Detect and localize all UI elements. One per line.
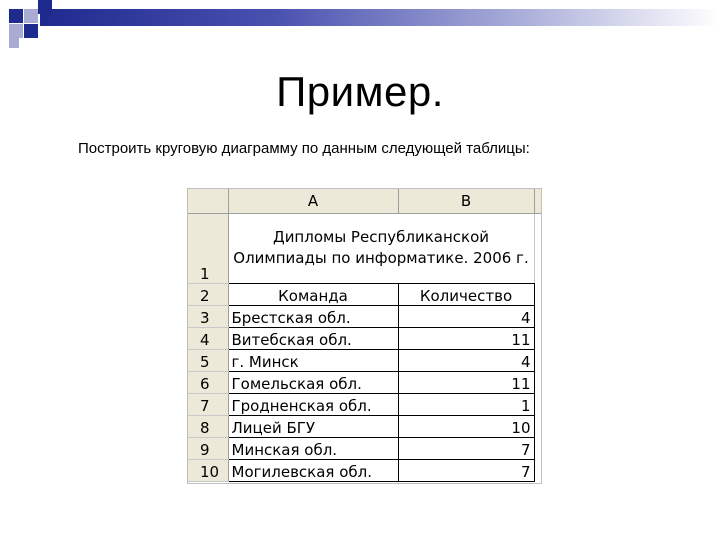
table-row: [188, 393, 541, 415]
count-cell[interactable]: 10: [398, 415, 534, 437]
team-cell[interactable]: Лицей БГУ: [228, 415, 398, 437]
count-cell[interactable]: 1: [398, 393, 534, 415]
spreadsheet-grid: [188, 189, 542, 482]
empty-cell: [534, 213, 541, 283]
table-row: [188, 349, 541, 371]
row-header[interactable]: 8: [188, 415, 228, 437]
team-cell[interactable]: Могилевская обл.: [228, 459, 398, 481]
count-cell[interactable]: 4: [398, 305, 534, 327]
column-header-a[interactable]: A: [228, 189, 398, 213]
team-cell[interactable]: Гомельская обл.: [228, 371, 398, 393]
row-header[interactable]: 9: [188, 437, 228, 459]
column-header-b[interactable]: B: [398, 189, 534, 213]
table-row: [188, 437, 541, 459]
table-title-cell[interactable]: Дипломы Республиканской Олимпиады по информатике. 2006 г.: [228, 213, 534, 283]
team-cell[interactable]: Минская обл.: [228, 437, 398, 459]
title-row: [188, 213, 541, 283]
count-cell[interactable]: 7: [398, 437, 534, 459]
table-row: [188, 371, 541, 393]
row-header[interactable]: 7: [188, 393, 228, 415]
slide-title: Пример.: [276, 68, 444, 115]
table-row: [188, 415, 541, 437]
table-row: [188, 459, 541, 481]
empty-cell: [534, 305, 541, 327]
empty-cell: [534, 371, 541, 393]
row-header-2[interactable]: 2: [188, 283, 228, 305]
row-header[interactable]: 4: [188, 327, 228, 349]
count-cell[interactable]: 7: [398, 459, 534, 481]
empty-cell: [534, 437, 541, 459]
title-gradient-bar: [40, 9, 720, 26]
decor-square-dark-3: [38, 0, 52, 14]
empty-cell: [534, 349, 541, 371]
header-row: [188, 283, 541, 305]
empty-cell: [534, 283, 541, 305]
decor-square-light-2: [9, 24, 23, 38]
empty-cell: [534, 459, 541, 481]
team-cell[interactable]: Витебская обл.: [228, 327, 398, 349]
decor-square-light-3: [9, 38, 19, 48]
count-cell[interactable]: 11: [398, 371, 534, 393]
team-cell[interactable]: Брестская обл.: [228, 305, 398, 327]
empty-cell: [534, 393, 541, 415]
column-header-row: [188, 189, 541, 213]
select-all-corner[interactable]: [188, 189, 228, 213]
row-header[interactable]: 6: [188, 371, 228, 393]
row-header[interactable]: 5: [188, 349, 228, 371]
empty-cell: [534, 415, 541, 437]
team-cell[interactable]: Гродненская обл.: [228, 393, 398, 415]
decor-square-dark-1: [9, 9, 23, 23]
row-header[interactable]: 10: [188, 459, 228, 481]
empty-cell: [534, 327, 541, 349]
count-cell[interactable]: 4: [398, 349, 534, 371]
count-cell[interactable]: 11: [398, 327, 534, 349]
row-header-1[interactable]: 1: [188, 213, 228, 283]
team-cell[interactable]: г. Минск: [228, 349, 398, 371]
spreadsheet-image: [187, 188, 542, 484]
table-row: [188, 327, 541, 349]
column-header-c-partial[interactable]: [534, 189, 541, 213]
row-header[interactable]: 3: [188, 305, 228, 327]
count-header-cell[interactable]: Количество: [398, 283, 534, 305]
team-header-cell[interactable]: Команда: [228, 283, 398, 305]
decor-square-light-1: [24, 9, 38, 23]
decor-square-dark-2: [24, 24, 38, 38]
table-row: [188, 305, 541, 327]
slide-subtitle: Построить круговую диаграмму по данным следующей таблицы:: [78, 140, 530, 157]
